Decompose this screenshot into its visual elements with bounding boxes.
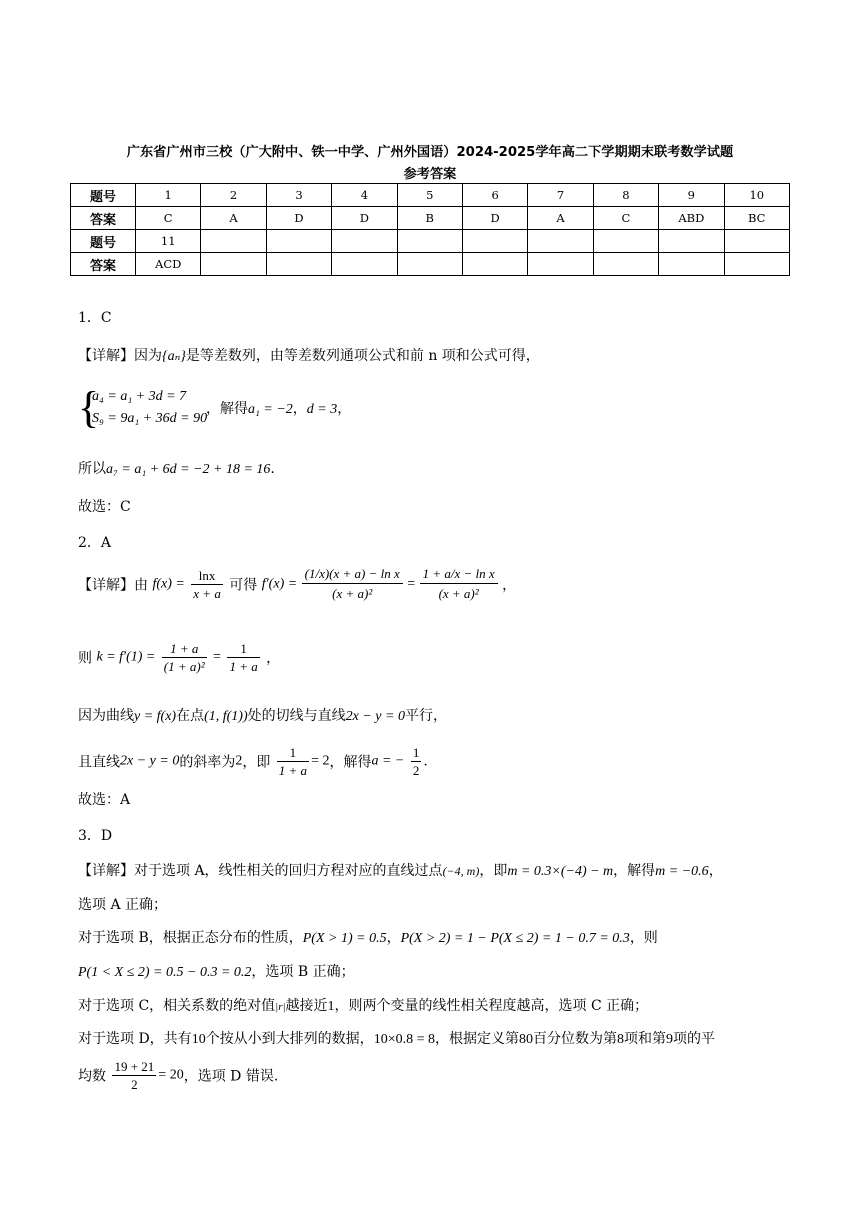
- q3-c-one: 1: [327, 999, 335, 1014]
- q3-d-tail: ，选项 D 错误.: [183, 1068, 279, 1085]
- q2-heading: 2．A: [78, 535, 112, 551]
- q1-detail-rest: 是等差数列，由等差数列通项公式和前 n 项和公式可得，: [185, 348, 540, 364]
- q2-fx-den: x + a: [193, 586, 221, 601]
- q3-c-abs: |r|: [275, 1001, 286, 1013]
- q2-d1-den: (x + a)²: [332, 586, 373, 601]
- table-cell-number: [201, 230, 266, 253]
- separator: ，: [292, 401, 307, 417]
- table-cell-number: [332, 230, 397, 253]
- table-cell-answer: D: [266, 207, 331, 230]
- table-cell-answer: D: [332, 207, 397, 230]
- q3-a-sol: m = −0.6: [655, 864, 709, 879]
- q2-slope-line: [78, 640, 280, 675]
- table-cell-answer: [266, 253, 331, 276]
- q2-slope-text: 的斜率为: [179, 754, 236, 771]
- table-cell-number: [528, 230, 593, 253]
- q2-tangent-text: 处的切线与直线: [247, 708, 346, 724]
- q3-b-prefix: 对于选项 B，根据正态分布的性质，: [78, 930, 303, 946]
- table-cell-number: 4: [332, 184, 397, 207]
- q3-d-num: 19 + 21: [114, 1059, 155, 1074]
- q3-d-mid: 个按从小到大排列的数据，: [205, 1031, 374, 1047]
- table-cell-answer: [397, 253, 462, 276]
- table-cell-number: 1: [136, 184, 201, 207]
- q2-parallel-prefix: 因为曲线: [78, 708, 134, 724]
- q3-option-c-line: [78, 996, 648, 1017]
- q3-c-mid: 越接近: [285, 998, 328, 1014]
- table-cell-answer: [528, 253, 593, 276]
- q1-sequence: {aₙ}: [162, 349, 186, 364]
- table-cell-answer: ABD: [659, 207, 724, 230]
- q3-c-tail: ，则两个变量的线性相关程度越高，选项 C 正确；: [334, 998, 649, 1014]
- table-cell-answer: D: [462, 207, 527, 230]
- q1-detail-line: [78, 346, 540, 367]
- q3-d-9: 9: [665, 1032, 673, 1047]
- row-label-answer: 答案: [71, 207, 136, 230]
- q1-choice: 故选：C: [78, 499, 131, 515]
- table-row: [71, 207, 790, 230]
- q3-d-prefix: 对于选项 D，共有: [78, 1031, 192, 1047]
- q1-sol-a1: a₁ = −2: [248, 402, 293, 417]
- row-label-number: 题号: [71, 230, 136, 253]
- q1-solution-line: [206, 399, 351, 420]
- q2-solve: ，解得: [329, 754, 372, 771]
- answer-table: [70, 183, 790, 276]
- document-title: 广东省广州市三校（广大附中、铁一中学、广州外国语）2024-2025学年高二下学期期末联考数学试题: [126, 145, 734, 160]
- q2-solve-line: [78, 744, 428, 779]
- q3-d-rhs: = 20: [158, 1067, 184, 1083]
- table-cell-number: [462, 230, 527, 253]
- q2-fx: f(x) =: [152, 576, 185, 592]
- q3-heading: 3．D: [78, 828, 113, 844]
- q2-k2-num: 1: [227, 640, 259, 658]
- q2-deriv-fraction-2: [420, 565, 498, 604]
- table-row: [71, 184, 790, 207]
- q3-option-a-line: [78, 861, 723, 882]
- table-cell-answer: [724, 253, 789, 276]
- table-cell-answer: BC: [724, 207, 789, 230]
- table-cell-answer: C: [136, 207, 201, 230]
- q2-derive-text: 可得: [229, 577, 258, 594]
- q2-ie: ，即: [242, 754, 271, 771]
- q3-a-eq: m = 0.3×(−4) − m: [507, 864, 614, 879]
- q2-slope-prefix: 且直线: [78, 754, 120, 771]
- q2-k-num: 1 + a: [162, 640, 207, 658]
- table-row: [71, 253, 790, 276]
- punct: ，: [266, 650, 281, 667]
- q2-derivative-line: [78, 565, 516, 604]
- q3-d-mid5: 项的平: [672, 1031, 715, 1047]
- q2-point: (1, f(1)): [204, 709, 248, 724]
- q2-eq-num: 1: [277, 744, 309, 762]
- table-cell-number: 5: [397, 184, 462, 207]
- q3-a-point: (−4, m): [442, 864, 480, 878]
- q3-d-fraction: [112, 1058, 156, 1093]
- q2-a-fraction: [411, 744, 422, 779]
- q3-b-then: ，则: [629, 930, 658, 946]
- table-cell-answer: A: [528, 207, 593, 230]
- table-cell-number: 7: [528, 184, 593, 207]
- q3-c-prefix: 对于选项 C，相关系数的绝对值: [78, 998, 276, 1014]
- equals-sign: =: [213, 649, 221, 665]
- q2-line2: 2x − y = 0: [120, 753, 180, 769]
- q2-eq-rhs: = 2: [311, 753, 330, 769]
- q3-b-p1: P(X > 1) = 0.5: [302, 931, 387, 946]
- q2-deriv-fraction-1: [302, 565, 403, 604]
- punct: .: [423, 753, 428, 770]
- q2-fpx: f′(x) =: [261, 576, 298, 592]
- q1-so-prefix: 所以: [78, 461, 106, 477]
- table-cell-answer: [659, 253, 724, 276]
- q2-parallel-line: [78, 706, 447, 727]
- table-cell-answer: [332, 253, 397, 276]
- q2-k-prefix: 则: [78, 650, 92, 667]
- q2-k2-den: 1 + a: [229, 659, 258, 674]
- equals-sign: =: [407, 576, 416, 592]
- q2-choice: 故选：A: [78, 792, 131, 808]
- q2-eq-den: 1 + a: [278, 763, 308, 778]
- q3-d-mid3: 百分位数为第: [532, 1031, 617, 1047]
- q1-so-expr: a₇ = a₁ + 6d = −2 + 18 = 16: [106, 462, 271, 477]
- table-cell-number: 6: [462, 184, 527, 207]
- table-row: [71, 230, 790, 253]
- q2-d2-num: 1 + a/x − ln x: [420, 565, 498, 584]
- q3-d-8: 8: [616, 1032, 624, 1047]
- table-cell-answer: [201, 253, 266, 276]
- row-label-number: 题号: [71, 184, 136, 207]
- q2-at-point: 在点: [176, 708, 205, 724]
- table-cell-answer: C: [593, 207, 658, 230]
- q2-fx-fraction: [191, 567, 223, 602]
- table-cell-answer: [593, 253, 658, 276]
- q3-a-ie: ，即: [479, 863, 508, 879]
- table-cell-number: 8: [593, 184, 658, 207]
- q2-line: 2x − y = 0: [345, 709, 405, 724]
- q1-eq2: S₉ = 9a₁ + 36d = 90: [92, 411, 208, 426]
- q3-d-ten: 10: [191, 1032, 206, 1047]
- q3-d-calc: 10×0.8 = 8: [373, 1032, 435, 1047]
- punct: ，: [337, 401, 352, 417]
- q2-k-den: (1 + a)²: [163, 659, 205, 674]
- q2-k2-fraction: [227, 640, 259, 675]
- table-cell-number: 2: [201, 184, 266, 207]
- q3-option-b-line: [78, 928, 658, 949]
- q1-detail-prefix: 【详解】因为: [78, 348, 162, 364]
- brace-symbol: {: [78, 383, 100, 432]
- q1-solve-text: ，解得: [206, 401, 248, 417]
- q3-b-tail: ，选项 B 正确；: [251, 964, 355, 980]
- table-cell-answer: A: [201, 207, 266, 230]
- table-cell-number: [266, 230, 331, 253]
- table-cell-number: 3: [266, 184, 331, 207]
- q3-d-den: 2: [131, 1077, 138, 1092]
- table-cell-number: [593, 230, 658, 253]
- q3-b-p2: P(X > 2) = 1 − P(X ≤ 2) = 1 − 0.7 = 0.3: [400, 931, 630, 946]
- q2-a-num: 1: [412, 745, 420, 760]
- q1-eq1: a₄ = a₁ + 3d = 7: [92, 389, 187, 404]
- table-cell-number: 9: [659, 184, 724, 207]
- table-cell-answer: [462, 253, 527, 276]
- q3-d-mid2: ，根据定义第: [434, 1031, 519, 1047]
- separator: ，: [386, 930, 401, 946]
- q2-a-eq: a = −: [371, 753, 405, 769]
- table-cell-number: [397, 230, 462, 253]
- q2-detail-prefix: 【详解】由: [78, 577, 148, 594]
- table-cell-answer: B: [397, 207, 462, 230]
- table-cell-number: [724, 230, 789, 253]
- q3-a-solve: ，解得: [613, 863, 656, 879]
- q2-slope-val: 2: [235, 753, 243, 769]
- table-cell-answer: ACD: [136, 253, 201, 276]
- q2-parallel-text: 平行，: [404, 708, 447, 724]
- punct: .: [270, 461, 275, 477]
- q3-d-line2-prefix: 均数: [78, 1068, 106, 1085]
- table-cell-number: 11: [136, 230, 201, 253]
- q3-d-mid4: 项和第: [623, 1031, 666, 1047]
- q3-d-80: 80: [518, 1032, 533, 1047]
- q3-a-prefix: 【详解】对于选项 A，线性相关的回归方程对应的直线过点: [78, 863, 443, 879]
- q1-heading: 1．C: [78, 310, 112, 326]
- q2-eq-fraction: [277, 744, 309, 779]
- row-label-answer: 答案: [71, 253, 136, 276]
- q2-k-fraction: [162, 640, 207, 675]
- q2-a-den: 2: [412, 763, 420, 778]
- table-cell-number: 10: [724, 184, 789, 207]
- q1-sol-d: d = 3: [306, 402, 338, 417]
- q3-option-a-line2: 选项 A 正确；: [78, 897, 168, 913]
- q3-option-d-line: [78, 1029, 715, 1050]
- q3-option-d-line2: [78, 1058, 278, 1093]
- q3-option-b-line2: [78, 962, 355, 983]
- q3-b-p3: P(1 < X ≤ 2) = 0.5 − 0.3 = 0.2: [78, 965, 252, 980]
- q1-result-line: [78, 459, 275, 480]
- q2-k-expr: k = f′(1) =: [96, 649, 156, 665]
- punct: ，: [502, 577, 517, 594]
- table-cell-number: [659, 230, 724, 253]
- q2-fx-num: lnx: [191, 567, 223, 585]
- q2-d1-num: (1/x)(x + a) − ln x: [302, 565, 403, 584]
- q2-curve: y = f(x): [134, 709, 177, 724]
- document-subtitle: 参考答案: [403, 167, 457, 182]
- punct: ，: [708, 863, 723, 879]
- q2-d2-den: (x + a)²: [438, 586, 479, 601]
